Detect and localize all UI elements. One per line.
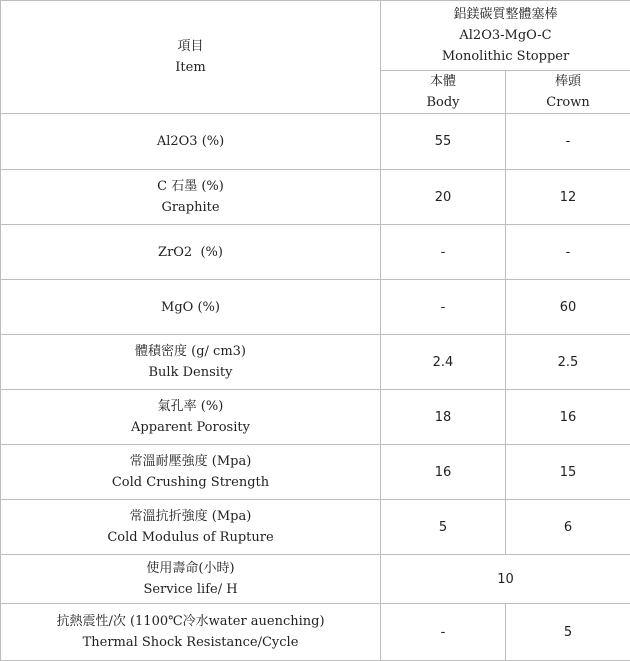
crown-value: - (506, 225, 630, 280)
property-label-line1: 抗熱震性/次 (1100℃冷水water auenching) (5, 611, 376, 632)
table-row (1, 114, 630, 170)
property-label-line2: Cold Modulus of Rupture (5, 527, 376, 548)
body-value: 20 (381, 170, 506, 225)
product-header-cell (381, 1, 630, 71)
table-row-service-life (1, 555, 630, 604)
property-label (1, 335, 381, 390)
property-label-line1: Al2O3 (%) (5, 131, 376, 152)
body-value: - (381, 280, 506, 335)
crown-value: - (506, 114, 630, 170)
crown-value: 15 (506, 445, 630, 500)
property-label-line2: Cold Crushing Strength (5, 472, 376, 493)
crown-header-en: Crown (510, 92, 626, 113)
property-label (1, 225, 381, 280)
property-label (1, 445, 381, 500)
item-header-zh: 項目 (5, 36, 376, 57)
property-label-line1: 氣孔率 (%) (5, 396, 376, 417)
property-label (1, 114, 381, 170)
property-label-line2: Graphite (5, 197, 376, 218)
crown-value: 2.5 (506, 335, 630, 390)
body-header-cell (381, 71, 506, 114)
body-header-zh: 本體 (385, 71, 501, 92)
crown-value: 60 (506, 280, 630, 335)
table-row (1, 445, 630, 500)
body-value: 55 (381, 114, 506, 170)
table-row (1, 225, 630, 280)
property-label-line1: MgO (%) (5, 297, 376, 318)
property-label (1, 500, 381, 555)
table-row (1, 170, 630, 225)
body-value: 2.4 (381, 335, 506, 390)
body-value: - (381, 225, 506, 280)
crown-header-cell (506, 71, 630, 114)
product-name-en: Monolithic Stopper (385, 46, 626, 67)
body-value: - (381, 604, 506, 661)
table-row (1, 335, 630, 390)
service-life-value: 10 (381, 555, 630, 604)
product-code: Al2O3-MgO-C (385, 25, 626, 46)
body-value: 5 (381, 500, 506, 555)
property-label (1, 555, 381, 604)
crown-value: 5 (506, 604, 630, 661)
property-label (1, 390, 381, 445)
item-header-cell (1, 1, 381, 114)
property-label-line2: Service life/ H (5, 579, 376, 600)
property-label-line1: ZrO2 (%) (5, 242, 376, 263)
table-row-thermal-shock (1, 604, 630, 661)
crown-value: 6 (506, 500, 630, 555)
property-label-line2: Apparent Porosity (5, 417, 376, 438)
body-value: 16 (381, 445, 506, 500)
property-label (1, 280, 381, 335)
property-label-line2: Thermal Shock Resistance/Cycle (5, 632, 376, 653)
table-row (1, 500, 630, 555)
property-label-line2: Bulk Density (5, 362, 376, 383)
body-header-en: Body (385, 92, 501, 113)
property-label-line1: 常溫抗折強度 (Mpa) (5, 506, 376, 527)
property-label-line1: 體積密度 (g/ cm3) (5, 341, 376, 362)
item-header-en: Item (5, 57, 376, 78)
table-row (1, 280, 630, 335)
property-label-line1: C 石墨 (%) (5, 176, 376, 197)
table-row (1, 390, 630, 445)
crown-value: 12 (506, 170, 630, 225)
property-label-line1: 常溫耐壓強度 (Mpa) (5, 451, 376, 472)
property-label-line1: 使用壽命(小時) (5, 558, 376, 579)
body-value: 18 (381, 390, 506, 445)
property-label (1, 170, 381, 225)
product-name-zh: 鋁鎂碳質整體塞棒 (385, 4, 626, 25)
crown-header-zh: 棒頭 (510, 71, 626, 92)
crown-value: 16 (506, 390, 630, 445)
property-label (1, 604, 381, 661)
